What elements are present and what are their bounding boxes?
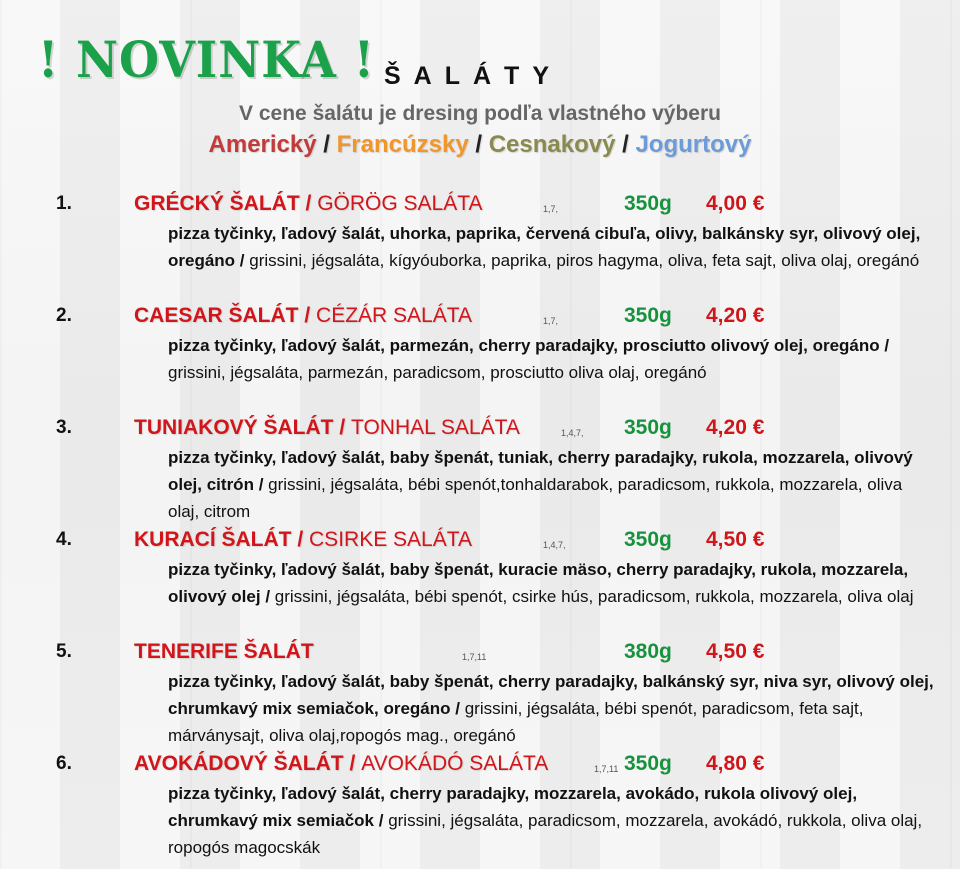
name-separator: / [333,416,352,439]
item-description [168,220,938,274]
dressing-separator: / [615,131,636,158]
dressing-americký: Americký [208,131,317,158]
menu-item [0,526,960,638]
description-separator: / [253,475,269,494]
item-weight: 350g [624,304,672,327]
item-name-hu: CÉZÁR SALÁTA [316,304,473,327]
name-separator: / [343,752,362,775]
item-allergens: 1,4,7, [561,428,584,438]
item-name-sk: GRÉCKÝ ŠALÁT [134,192,300,215]
item-description-hu: grissini, jégsaláta, bébi spenót, csirke hús, paradicsom, rukkola, mozzarela, oliva olaj [274,587,914,606]
item-weight: 350g [624,528,672,551]
item-name [134,528,472,552]
item-weight: 350g [624,416,672,439]
dressing-options [0,131,960,159]
item-description-hu: grissini, jégsaláta, bébi spenót,tonhaldarabok, paradicsom, rukkola, mozzarela, oliva olaj, citrom [168,475,903,521]
item-number: 4. [56,529,72,550]
item-name-sk: TENERIFE ŠALÁT [134,640,314,663]
item-allergens: 1,7,11 [594,764,619,774]
dressing-cesnakový: Cesnakový [488,131,616,158]
menu-item [0,750,960,862]
item-description [168,556,938,610]
item-description [168,332,938,386]
item-name-sk: CAESAR ŠALÁT [134,304,299,327]
name-separator: / [299,192,318,215]
item-description [168,668,938,749]
description-separator: / [235,251,250,270]
name-separator: / [291,528,310,551]
item-weight: 350g [624,192,672,215]
description-separator: / [879,336,890,355]
item-price: 4,50 € [706,640,765,663]
item-name-sk: KURACÍ ŠALÁT [134,528,292,551]
item-description-sk: pizza tyčinky, ľadový šalát, baby špenát, tuniak, cherry paradajky, rukola, mozzarela, olivový olej, citrón [168,448,913,494]
item-description-sk: pizza tyčinky, ľadový šalát, cherry paradajky, mozzarela, avokádo, rukola olivový olej, chrumkavý mix semiačok [168,784,858,830]
menu-item [0,414,960,526]
novinka-banner: ! NOVINKA ! [38,30,375,89]
item-description-hu: grissini, jégsaláta, parmezán, paradicsom, prosciutto oliva olaj, oregánó [168,363,707,382]
item-description-sk: pizza tyčinky, ľadový šalát, parmezán, cherry paradajky, prosciutto olivový olej, oregáno [168,336,880,355]
item-name [134,192,483,216]
item-description-hu: grissini, jégsaláta, kígyóuborka, paprika, piros hagyma, oliva, feta sajt, oliva olaj, oregánó [249,251,920,270]
item-name-hu: TONHAL SALÁTA [351,416,520,439]
menu-item [0,190,960,302]
item-number: 2. [56,305,72,326]
item-description-sk: pizza tyčinky, ľadový šalát, uhorka, paprika, červená cibuľa, olivy, balkánsky syr, olivový olej, oregáno [168,224,921,270]
dressing-jogurtový: Jogurtový [635,131,752,158]
description-separator: / [450,699,465,718]
dressing-separator: / [468,131,489,158]
item-number: 3. [56,417,72,438]
item-number: 5. [56,641,72,662]
dressing-separator: / [316,131,337,158]
item-price: 4,20 € [706,304,765,327]
item-name-hu: GÖRÖG SALÁTA [317,192,483,215]
item-price: 4,20 € [706,416,765,439]
item-number: 6. [56,753,72,774]
item-name [134,640,314,664]
item-description [168,444,938,525]
menu-item [0,302,960,414]
dressing-note: V cene šalátu je dresing podľa vlastného výberu [239,102,721,125]
item-name [134,752,548,776]
item-name-hu: AVOKÁDÓ SALÁTA [361,752,549,775]
item-allergens: 1,4,7, [543,540,566,550]
page-title: ŠALÁTY [384,62,562,90]
salad-list [0,190,960,862]
item-description-sk: pizza tyčinky, ľadový šalát, baby špenát, cherry paradajky, balkánský syr, niva syr, olivový olej, chrumkavý mix semiačok, oregáno [168,672,934,718]
item-allergens: 1,7,11 [462,652,487,662]
item-description-hu: grissini, jégsaláta, paradicsom, mozzarela, avokádó, rukkola, oliva olaj, ropogós magocskák [168,811,923,857]
item-name [134,416,520,440]
item-name-sk: TUNIAKOVÝ ŠALÁT [134,416,334,439]
item-name-sk: AVOKÁDOVÝ ŠALÁT [134,752,344,775]
item-price: 4,80 € [706,752,765,775]
item-number: 1. [56,193,72,214]
menu-item [0,638,960,750]
item-price: 4,50 € [706,528,765,551]
item-price: 4,00 € [706,192,765,215]
item-name [134,304,472,328]
dressing-francúzsky: Francúzsky [336,131,469,158]
item-allergens: 1,7, [543,204,559,214]
item-weight: 350g [624,752,672,775]
item-description-sk: pizza tyčinky, ľadový šalát, baby špenát, kuracie mäso, cherry paradajky, rukola, mozzarela, olivový olej [168,560,909,606]
item-allergens: 1,7, [543,316,559,326]
item-description [168,780,938,861]
item-description-hu: grissini, jégsaláta, bébi spenót, paradicsom, feta sajt, márványsajt, oliva olaj,ropogós mag., oregánó [168,699,864,745]
item-weight: 380g [624,640,672,663]
description-separator: / [260,587,275,606]
name-separator: / [298,304,317,327]
description-separator: / [374,811,389,830]
item-name-hu: CSIRKE SALÁTA [309,528,473,551]
